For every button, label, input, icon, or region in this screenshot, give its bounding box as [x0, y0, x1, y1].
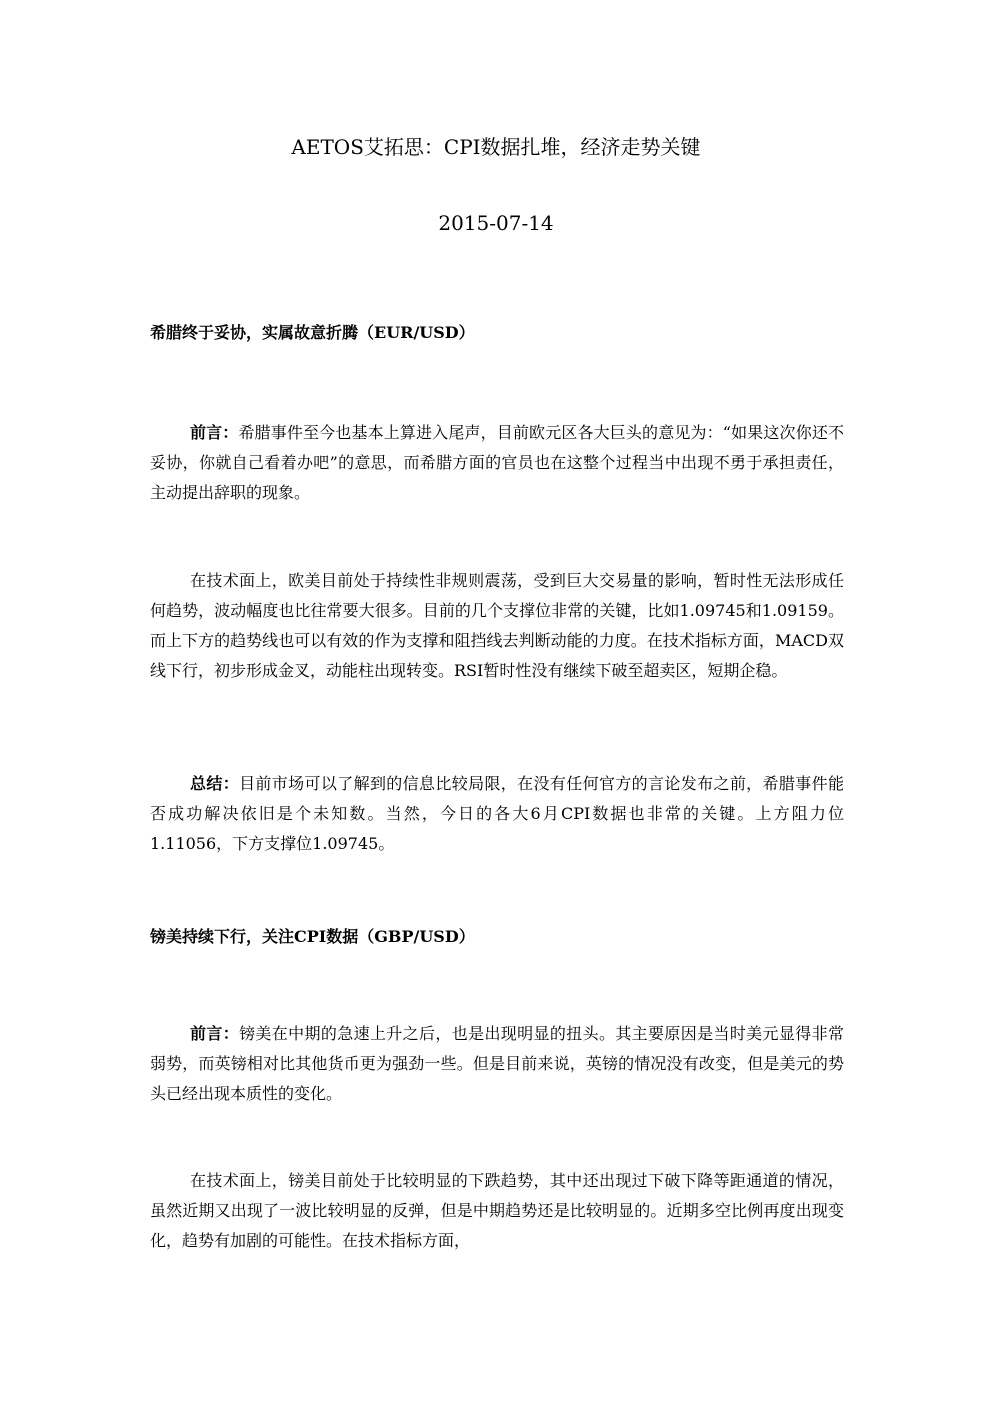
paragraph-eurusd-intro [150, 418, 844, 508]
intro-label: 前言： [190, 1024, 240, 1043]
paragraph-gbpusd-intro [150, 1019, 844, 1109]
intro-text: 镑美在中期的急速上升之后，也是出现明显的扭头。其主要原因是当时美元显得非常弱势，而英镑相对比其他货币更为强劲一些。但是目前来说，英镑的情况没有改变，但是美元的势头已经出现本质性的变化。 [150, 1024, 844, 1103]
paragraph-eurusd-technical: 在技术面上，欧美目前处于持续性非规则震荡，受到巨大交易量的影响，暂时性无法形成任何趋势，波动幅度也比往常要大很多。目前的几个支撑位非常的关键，比如1.09745和1.09159。而上下方的趋势线也可以有效的作为支撑和阻挡线去判断动能的力度。在技术指标方面，MACD双线下行，初步形成金叉，动能柱出现转变。RSI暂时性没有继续下破至超卖区，短期企稳。 [150, 571, 844, 680]
summary-text: 目前市场可以了解到的信息比较局限，在没有任何官方的言论发布之前，希腊事件能否成功解决依旧是个未知数。当然，今日的各大6月CPI数据也非常的关键。上方阻力位1.11056，下方支撑位1.09745。 [150, 774, 844, 853]
paragraph-eurusd-summary [150, 769, 844, 859]
section-heading-gbpusd: 镑美持续下行，关注CPI数据（GBP/USD） [150, 927, 475, 946]
intro-label: 前言： [190, 423, 239, 442]
section-heading-eurusd: 希腊终于妥协，实属故意折腾（EUR/USD） [150, 323, 475, 342]
document-title: AETOS艾拓思：CPI数据扎堆，经济走势关键 [291, 135, 701, 159]
paragraph-gbpusd-technical: 在技术面上，镑美目前处于比较明显的下跌趋势，其中还出现过下破下降等距通道的情况，虽然近期又出现了一波比较明显的反弹，但是中期趋势还是比较明显的。近期多空比例再度出现变化，趋势有加剧的可能性。在技术指标方面， [150, 1171, 844, 1250]
intro-text: 希腊事件至今也基本上算进入尾声，目前欧元区各大巨头的意见为：“如果这次你还不妥协，你就自己看着办吧”的意思，而希腊方面的官员也在这整个过程当中出现不勇于承担责任，主动提出辞职的现象。 [150, 423, 844, 502]
document-date: 2015-07-14 [438, 211, 554, 235]
summary-label: 总结： [190, 774, 240, 793]
